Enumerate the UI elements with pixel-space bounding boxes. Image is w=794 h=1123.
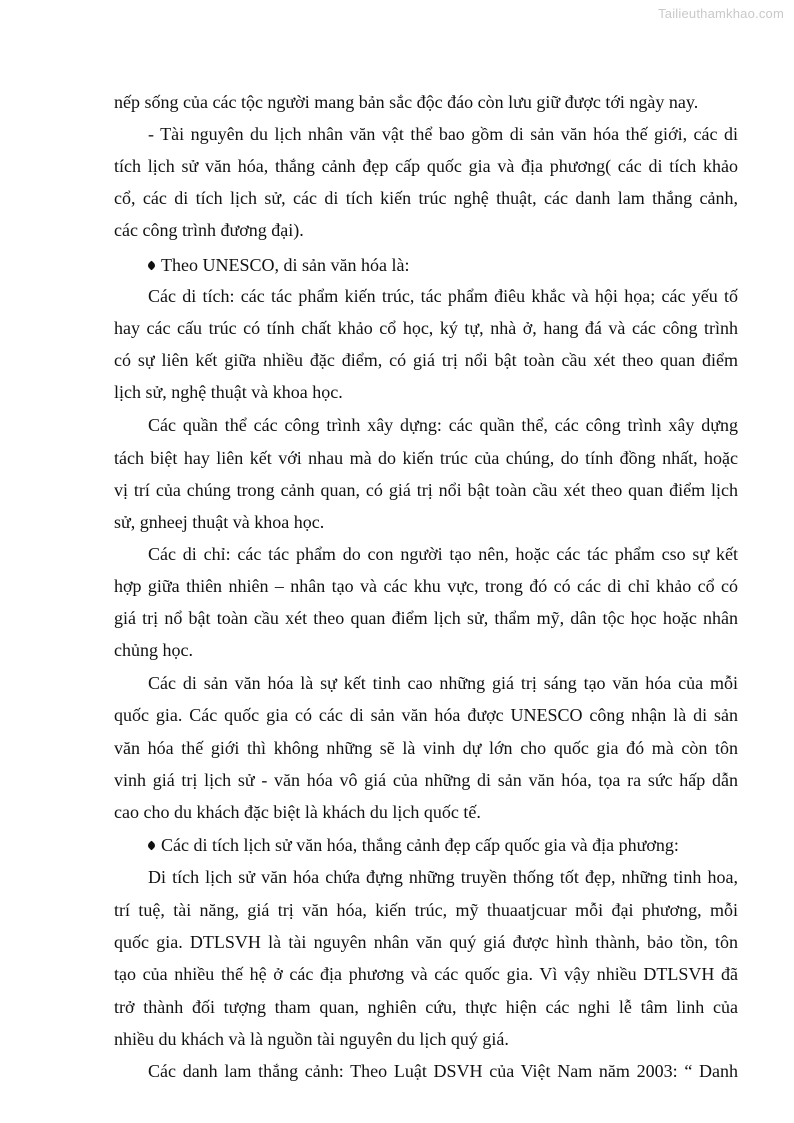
text-line: tách biệt hay liên kết với nhau mà do kiến trúc của chúng, do tính đồng nhất, hoặc: [114, 448, 738, 468]
bullet-icon: [147, 261, 157, 271]
bullet-icon: [147, 841, 157, 851]
text-line: tạo của nhiều thế hệ ở các địa phương và các quốc gia. Vì vậy nhiều DTLSVH đã: [114, 964, 738, 984]
bullet-text: Theo UNESCO, di sản văn hóa là:: [161, 255, 410, 275]
text-line: cao cho du khách đặc biệt là khách du lịch quốc tế.: [114, 802, 481, 822]
text-line: quốc gia. Các quốc gia có các di sản văn hóa được UNESCO công nhận là di sản: [114, 705, 738, 725]
text-line: - Tài nguyên du lịch nhân văn vật thể bao gồm di sản văn hóa thế giới, các di: [148, 124, 738, 144]
text-line: văn hóa thế giới thì không những sẽ là vinh dự lớn cho quốc gia đó mà còn tôn: [114, 738, 738, 758]
text-line: tích lịch sử văn hóa, thắng cảnh đẹp cấp quốc gia và địa phương( các di tích khảo: [114, 156, 738, 176]
bullet-text: Các di tích lịch sử văn hóa, thắng cảnh đẹp cấp quốc gia và địa phương:: [161, 835, 679, 855]
text-line: giá trị nổ bật toàn cầu xét theo quan điểm lịch sử, thẩm mỹ, dân tộc học hoặc nhân: [114, 608, 738, 628]
text-line: nhiều du khách và là nguồn tài nguyên du lịch quý giá.: [114, 1029, 509, 1049]
text-line: trở thành đối tượng tham quan, nghiên cứu, thực hiện các nghi lễ tâm linh của: [114, 997, 738, 1017]
text-line: Các di tích: các tác phẩm kiến trúc, tác phẩm điêu khắc và hội họa; các yếu tố: [148, 286, 738, 306]
text-line: sử, gnheej thuật và khoa học.: [114, 512, 325, 532]
text-line: chủng học.: [114, 640, 193, 660]
bullet-item: [148, 253, 738, 277]
text-line: trí tuệ, tài năng, giá trị văn hóa, kiến trúc, mỹ thuaatjcuar mỗi đại phương, mỗi: [114, 900, 738, 920]
text-line: quốc gia. DTLSVH là tài nguyên nhân văn quý giá được hình thành, bảo tồn, tôn: [114, 932, 738, 952]
text-line: nếp sống của các tộc người mang bản sắc độc đáo còn lưu giữ được tới ngày nay.: [114, 92, 699, 112]
bullet-item: [148, 833, 738, 857]
text-line: Các di chỉ: các tác phẩm do con người tạo nên, hoặc các tác phẩm cso sự kết: [148, 544, 738, 564]
text-line: các công trình đương đại).: [114, 220, 304, 240]
text-line: hợp giữa thiên nhiên – nhân tạo và các khu vực, trong đó có các di chỉ khảo cổ có: [114, 576, 738, 596]
text-line: vinh giá trị lịch sử - văn hóa vô giá của những di sản văn hóa, tọa ra sức hấp dẫn: [114, 770, 738, 790]
text-line: Di tích lịch sử văn hóa chứa đựng những truyền thống tốt đẹp, những tinh hoa,: [148, 867, 738, 887]
text-line: lịch sử, nghệ thuật và khoa học.: [114, 382, 343, 402]
text-line: cổ, các di tích lịch sử, các di tích kiến trúc nghệ thuật, các danh lam thắng cảnh,: [114, 188, 738, 208]
text-line: Các di sản văn hóa là sự kết tinh cao những giá trị sáng tạo văn hóa của mỗi: [148, 673, 738, 693]
text-line: Các quần thể các công trình xây dựng: các quần thể, các công trình xây dựng: [148, 415, 738, 435]
text-line: vị trí của chúng trong cảnh quan, có giá trị nổi bật toàn cầu xét theo quan điểm lịch: [114, 480, 738, 500]
text-line: có sự liên kết giữa nhiều đặc điểm, có giá trị nổi bật toàn cầu xét theo quan điểm: [114, 350, 738, 370]
watermark: Tailieuthamkhao.com: [658, 6, 784, 21]
text-line: Các danh lam thắng cảnh: Theo Luật DSVH của Việt Nam năm 2003: “ Danh: [148, 1061, 738, 1081]
text-line: hay các cấu trúc có tính chất khảo cổ học, ký tự, nhà ở, hang đá và các công trình: [114, 318, 738, 338]
